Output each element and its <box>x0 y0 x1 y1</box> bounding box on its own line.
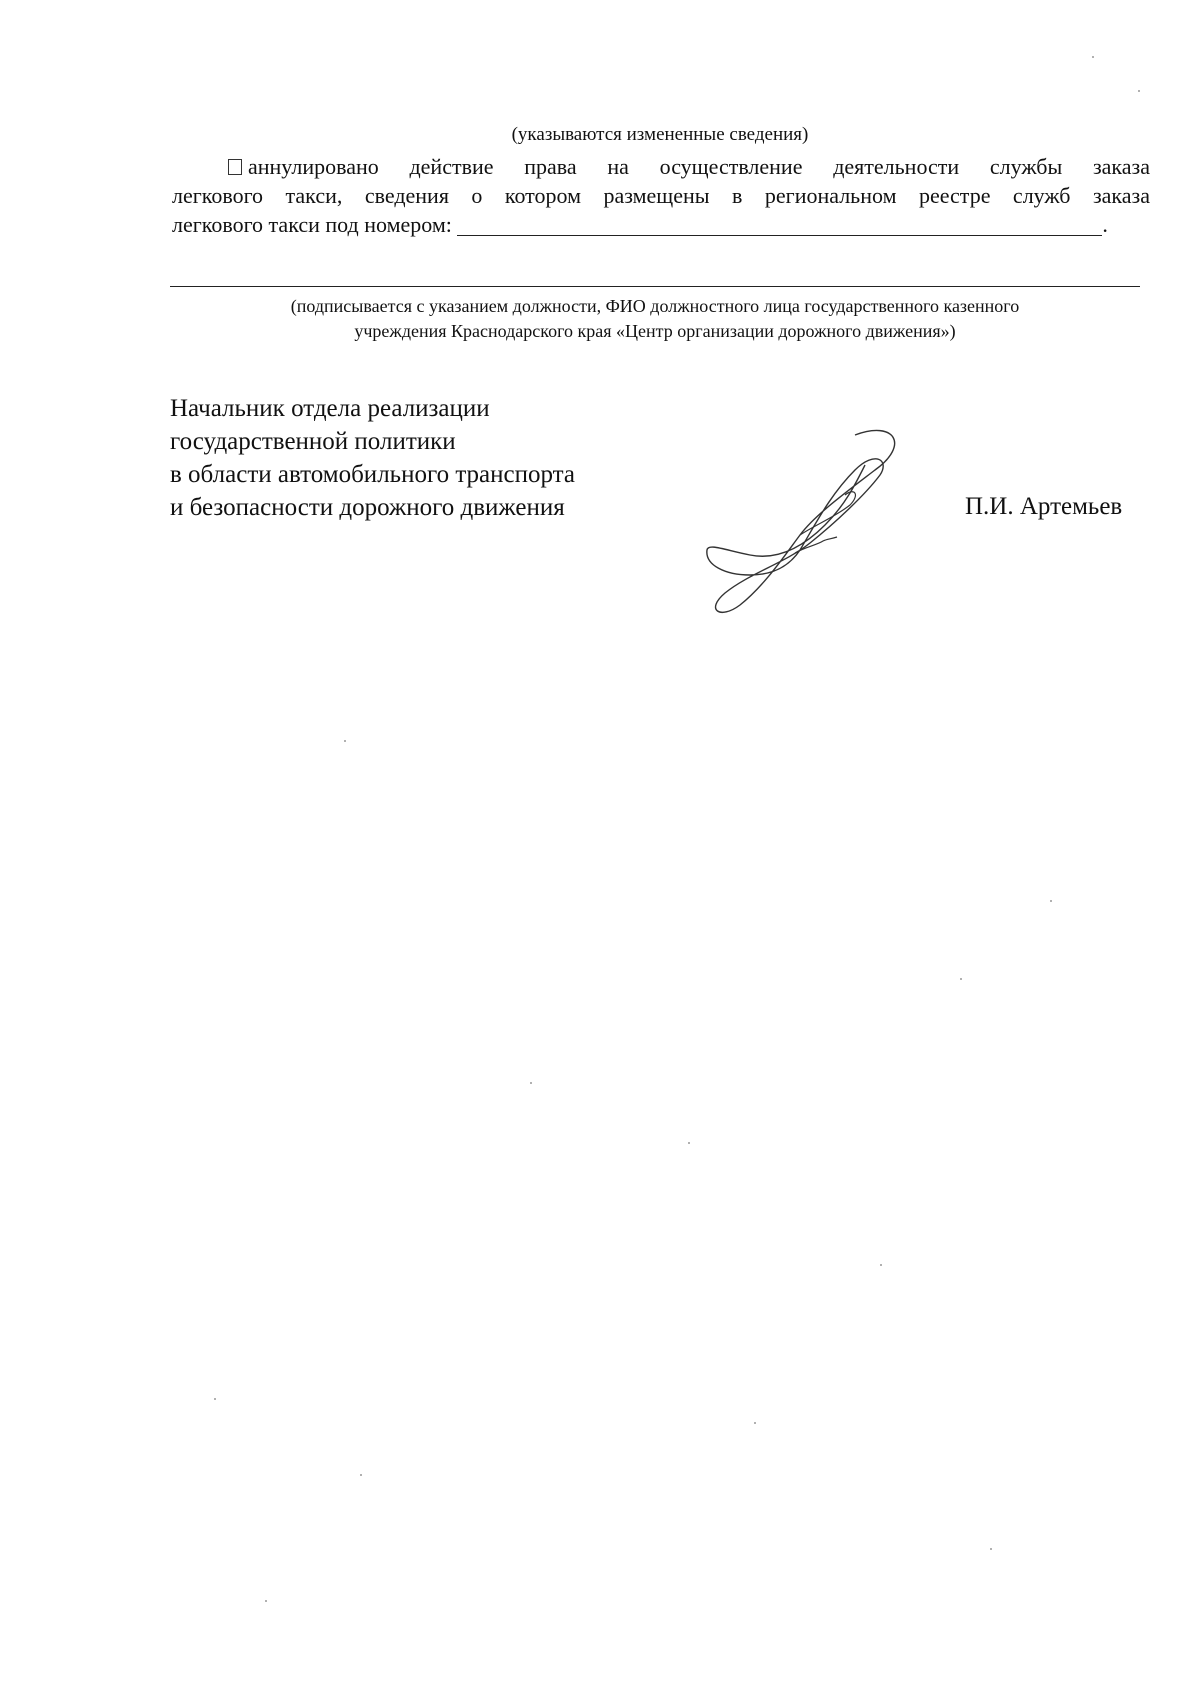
scan-speck <box>265 1600 267 1602</box>
scan-speck <box>1092 56 1094 58</box>
position-line-4: и безопасности дорожного движения <box>170 494 565 521</box>
scan-speck <box>214 1398 216 1400</box>
scan-speck <box>688 1142 690 1144</box>
scan-speck <box>960 978 962 980</box>
position-line-2: государственной политики <box>170 428 456 455</box>
scan-speck <box>360 1474 362 1476</box>
scan-speck <box>530 1082 532 1084</box>
scan-speck <box>344 740 346 742</box>
empty-checkbox-icon <box>228 159 242 175</box>
registry-number-blank <box>457 215 1102 236</box>
signature-caption: (подписывается с указанием должности, ФИО должностного лица государственного казенного учреждения Краснодарского края «Центр организации дорожного движения») <box>290 296 1020 341</box>
annulment-paragraph <box>172 152 1150 239</box>
handwritten-signature <box>705 425 945 625</box>
signer-position <box>170 392 575 524</box>
scan-speck <box>1050 900 1052 902</box>
scan-speck <box>1138 90 1140 92</box>
scan-speck <box>880 1264 882 1266</box>
changed-info-caption: (указываются измененные сведения) <box>511 124 809 145</box>
position-line-1: Начальник отдела реализации <box>170 395 490 422</box>
scan-speck <box>754 1422 756 1424</box>
signature-line <box>170 286 1140 287</box>
paragraph-line-1: аннулировано действие права на осуществление деятельности службы заказа <box>172 152 1150 181</box>
paragraph-line-2: легкового такси, сведения о котором размещены в региональном реестре служб заказа <box>172 183 1150 208</box>
position-line-3: в области автомобильного транспорта <box>170 461 576 488</box>
scan-speck <box>990 1548 992 1550</box>
paragraph-line-3: легкового такси под номером: . <box>172 212 1108 237</box>
signer-name: П.И. Артемьев <box>965 493 1123 520</box>
